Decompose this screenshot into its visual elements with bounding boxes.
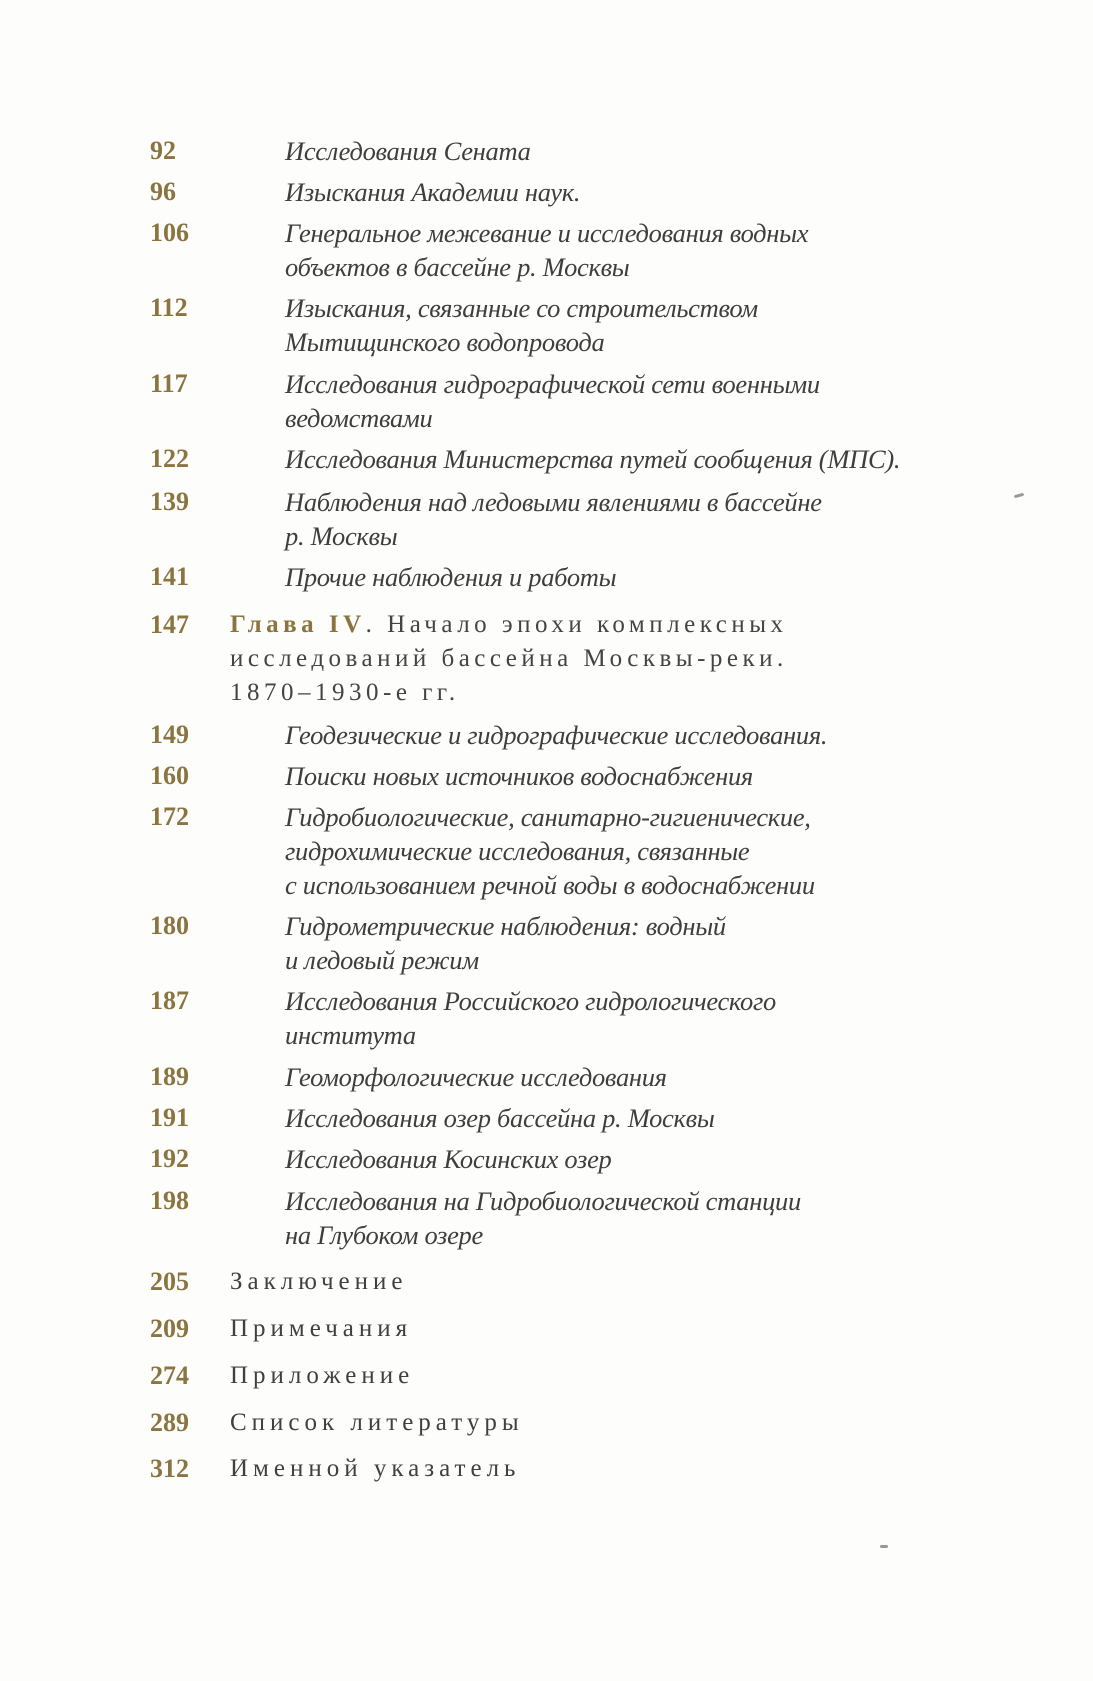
section-title: Список литературы: [230, 1409, 524, 1436]
section-title: Приложение: [230, 1362, 415, 1389]
page-number: 274: [150, 1361, 189, 1390]
page-number: 117: [150, 369, 188, 398]
scan-speck: [1014, 493, 1024, 498]
page-number: 191: [150, 1103, 189, 1132]
entry-title: Геодезические и гидрографические исследования.: [285, 720, 828, 750]
entry-title: Исследования гидрографической сети военными ведомствами: [285, 369, 820, 433]
page-number: 172: [150, 802, 189, 831]
scan-speck: [880, 1545, 888, 1548]
section-title: Примечания: [230, 1315, 413, 1342]
page-number: 209: [150, 1314, 189, 1343]
entry-title: Исследования Сената: [285, 136, 531, 166]
page-number: 160: [150, 761, 189, 790]
entry-title: Гидрометрические наблюдения: водный и ледовый режим: [285, 911, 726, 975]
page-number: 139: [150, 487, 189, 516]
page-number: 96: [150, 177, 176, 206]
page-number: 141: [150, 562, 189, 591]
entry-title: Исследования Косинских озер: [285, 1144, 612, 1174]
page-number: 180: [150, 911, 189, 940]
page-number: 149: [150, 720, 189, 749]
entry-title: Генеральное межевание и исследования водных объектов в бассейне р. Москвы: [285, 218, 809, 282]
page-number: 192: [150, 1144, 189, 1173]
entry-title: Исследования Российского гидрологического института: [285, 986, 776, 1050]
page-number: 112: [150, 293, 188, 322]
section-title: Именной указатель: [230, 1455, 521, 1482]
entry-title: Геоморфологические исследования: [285, 1062, 667, 1092]
entry-title: Исследования озер бассейна р. Москвы: [285, 1103, 715, 1133]
entry-title: Исследования Министерства путей сообщения (МПС).: [285, 444, 901, 474]
page-number: 92: [150, 136, 176, 165]
page-number: 205: [150, 1267, 189, 1296]
entry-title: Поиски новых источников водоснабжения: [285, 761, 753, 791]
entry-title: Изыскания, связанные со строительством Мытищинского водопровода: [285, 293, 758, 357]
page-number: 147: [150, 610, 189, 639]
entry-title: Прочие наблюдения и работы: [285, 562, 617, 592]
page-number: 122: [150, 444, 189, 473]
entry-title: Изыскания Академии наук.: [285, 177, 581, 207]
entry-title: Наблюдения над ледовыми явлениями в бассейне р. Москвы: [285, 487, 822, 551]
page-number: 187: [150, 986, 189, 1015]
chapter-title: Глава IV. Начало эпохи комплексных исследований бассейна Москвы-реки. 1870–1930-е гг.: [230, 611, 788, 706]
entry-title: Исследования на Гидробиологической станции на Глубоком озере: [285, 1186, 801, 1250]
chapter-label: Глава IV: [230, 611, 366, 638]
entry-title: Гидробиологические, санитарно-гигиенические, гидрохимические исследования, связанные с использованием речной воды в водоснабжении: [285, 802, 815, 900]
page-number: 198: [150, 1186, 189, 1215]
page-number: 289: [150, 1408, 189, 1437]
section-title: Заключение: [230, 1268, 408, 1295]
page-number: 106: [150, 218, 189, 247]
page-number: 189: [150, 1062, 189, 1091]
page-number: 312: [150, 1454, 189, 1483]
